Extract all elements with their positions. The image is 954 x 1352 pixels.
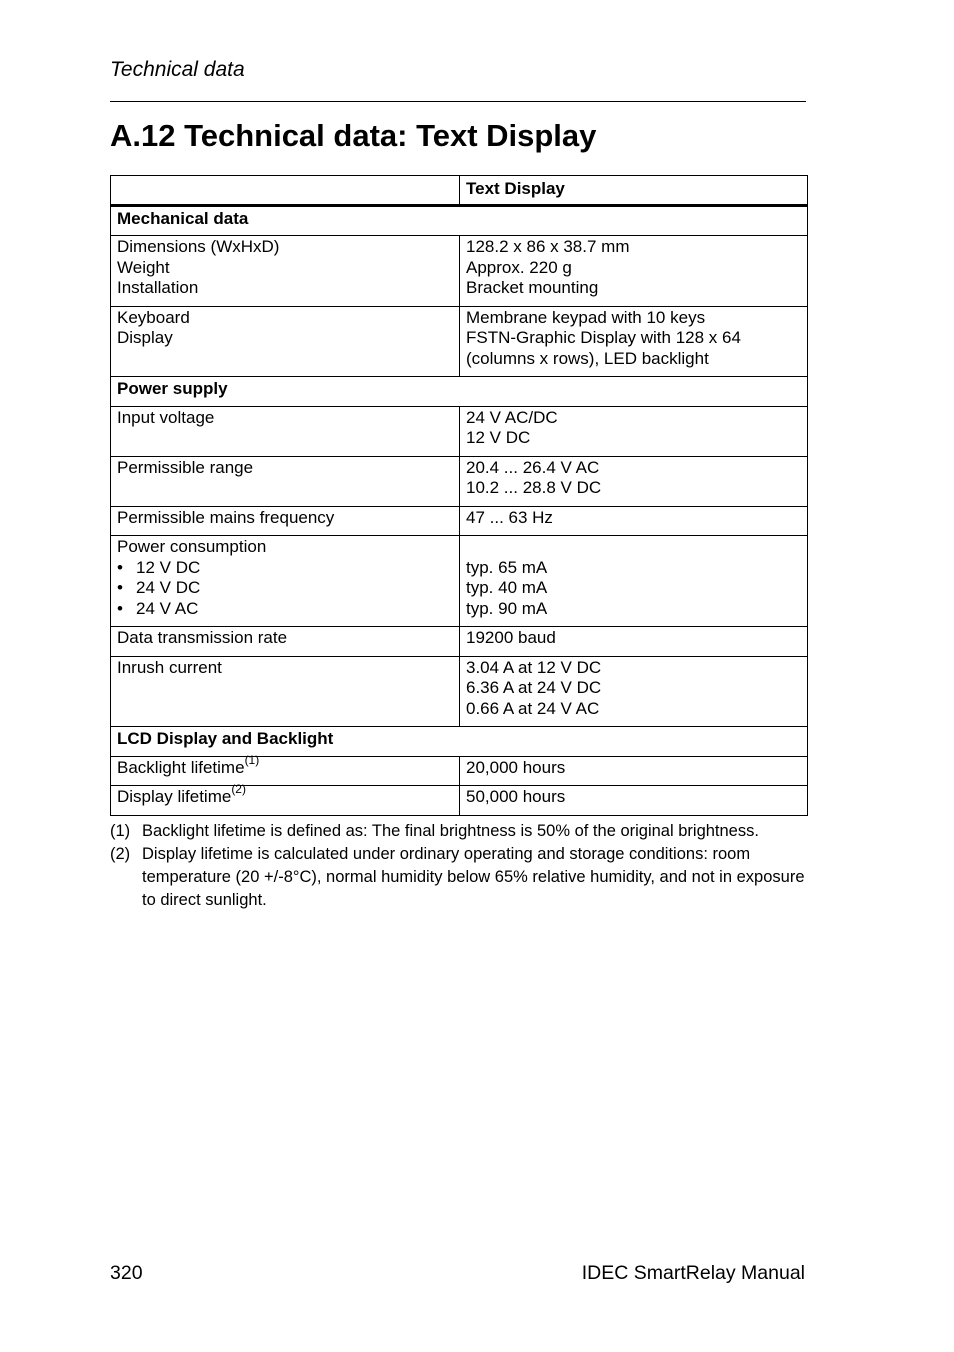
table-row (111, 786, 808, 816)
value-line: typ. 40 mA (466, 578, 548, 597)
row-value-cell: 47 ... 63 Hz (460, 506, 808, 536)
header-text-display: Text Display (460, 176, 808, 206)
row-label-cell: Data transmission rate (111, 627, 460, 657)
footnote-number: (2) (110, 845, 131, 863)
row-label-cell: Input voltage (111, 406, 460, 456)
table-row (111, 656, 808, 727)
bullet-item (117, 578, 453, 599)
table-row (111, 756, 808, 786)
row-value-cell (460, 236, 808, 307)
bullet-text: 12 V DC (136, 557, 201, 577)
bullet-item (117, 558, 453, 579)
value-line: Bracket mounting (466, 278, 599, 297)
manual-title: IDEC SmartRelay Manual (581, 1262, 805, 1284)
bullet-text: 24 V AC (136, 598, 199, 618)
section-label: Power supply (111, 377, 808, 407)
table-header-row (111, 176, 808, 206)
header-rule (110, 101, 806, 102)
value-line: Membrane keypad with 10 keys (466, 307, 706, 327)
running-header: Technical data (110, 58, 245, 81)
value-line: 24 V AC/DC (466, 407, 558, 427)
footnote-ref: (2) (231, 782, 246, 797)
section-row-mechanical (111, 205, 808, 236)
bullet-dot: • (117, 598, 123, 618)
page-number: 320 (110, 1262, 143, 1284)
footnote-number: (1) (110, 822, 131, 840)
value-line: FSTN-Graphic Display with 128 x 64 (466, 328, 741, 347)
label-line: Display (117, 328, 173, 347)
value-line: 0.66 A at 24 V AC (466, 698, 600, 718)
bullet-text: 24 V DC (136, 578, 201, 597)
section-label: Mechanical data (111, 205, 808, 236)
label-line: Installation (117, 278, 199, 297)
label-line: Dimensions (WxHxD) (117, 237, 280, 256)
table-row (111, 536, 808, 627)
table-row (111, 406, 808, 456)
row-label-cell (111, 752, 460, 786)
label-text: Backlight lifetime (117, 757, 245, 777)
value-line: 12 V DC (466, 428, 531, 447)
footnotes (110, 820, 810, 912)
row-label-cell (111, 236, 460, 307)
footnote (110, 820, 810, 843)
table-row (111, 236, 808, 307)
row-value-cell (460, 536, 808, 627)
section-row-power (111, 377, 808, 407)
page-title: A.12 Technical data: Text Display (110, 118, 597, 153)
value-line: typ. 90 mA (466, 598, 548, 618)
footnote-ref: (1) (244, 752, 260, 767)
label-text: Display lifetime (117, 787, 232, 806)
row-value-cell: 50,000 hours (460, 786, 808, 816)
value-line: 128.2 x 86 x 38.7 mm (466, 237, 630, 256)
value-line: 20.4 ... 26.4 V AC (466, 457, 600, 477)
section-row-lcd (111, 727, 808, 757)
value-line: (columns x rows), LED backlight (466, 348, 709, 368)
row-value-cell (460, 306, 808, 377)
row-value-cell: 20,000 hours (460, 756, 808, 786)
value-line: 3.04 A at 12 V DC (466, 657, 602, 677)
footnote-text: Backlight lifetime is defined as: The final brightness is 50% of the original brightness. (142, 822, 759, 840)
label-line: Power consumption (117, 537, 267, 556)
row-label-cell: Permissible range (111, 456, 460, 506)
row-value-cell (460, 656, 808, 727)
bullet-item (117, 599, 453, 620)
footnote (110, 843, 810, 912)
row-label-cell (111, 782, 460, 816)
label-line: Weight (117, 257, 170, 277)
label-line: Keyboard (117, 307, 190, 327)
row-value-cell (460, 406, 808, 456)
value-line: Approx. 220 g (466, 257, 572, 277)
table-row (111, 506, 808, 536)
header-empty-cell (111, 176, 460, 206)
table-row (111, 456, 808, 506)
row-value-cell: 19200 baud (460, 627, 808, 657)
bullet-dot: • (117, 557, 123, 577)
value-line: typ. 65 mA (466, 557, 548, 577)
section-label: LCD Display and Backlight (111, 727, 808, 757)
row-label-cell: Inrush current (111, 656, 460, 727)
value-spacer (466, 537, 801, 558)
spec-table (110, 175, 808, 816)
table-row (111, 306, 808, 377)
value-line: 6.36 A at 24 V DC (466, 678, 602, 697)
value-line: 10.2 ... 28.8 V DC (466, 478, 602, 497)
bullet-dot: • (117, 578, 123, 597)
row-label-cell: Permissible mains frequency (111, 506, 460, 536)
row-value-cell (460, 456, 808, 506)
table-row (111, 627, 808, 657)
row-label-cell (111, 306, 460, 377)
row-label-cell (111, 536, 460, 627)
footnote-text: Display lifetime is calculated under ordinary operating and storage conditions: room temperature (20 +/-8°C), normal humidity below 65% relative humidity, and not in exposure to direct sunlight. (142, 845, 805, 909)
